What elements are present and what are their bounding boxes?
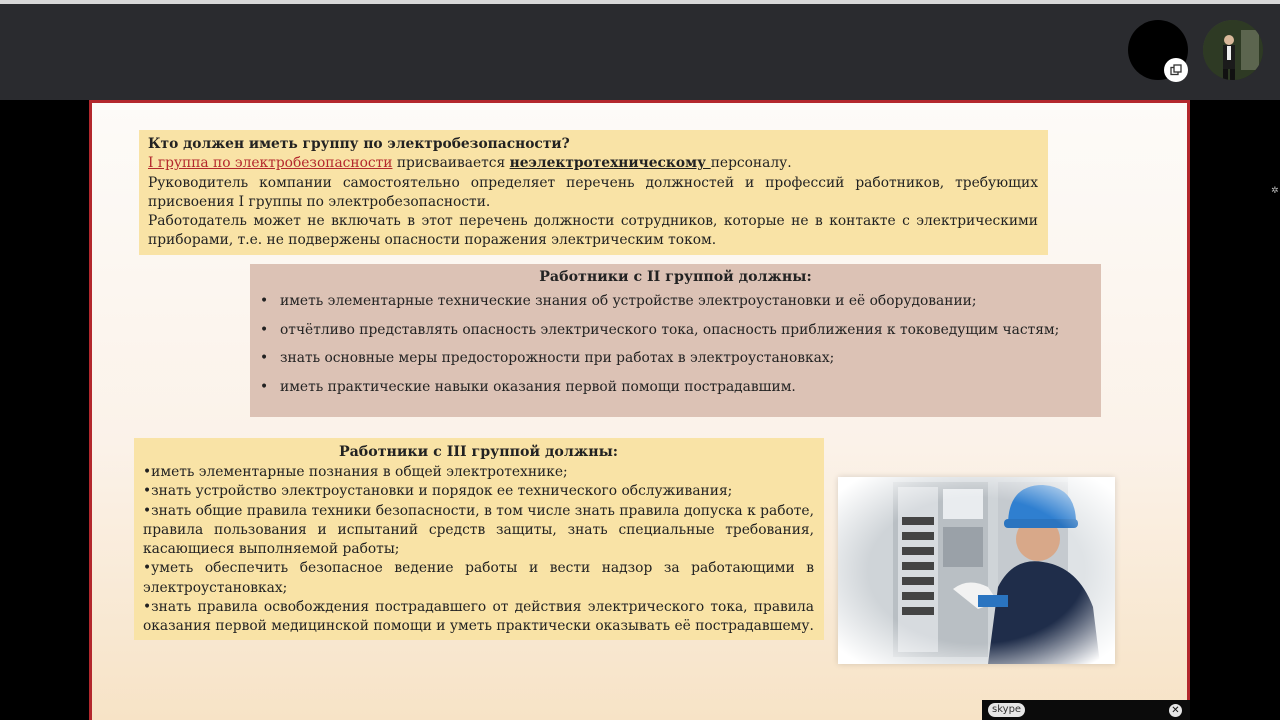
section-group-3 (134, 438, 824, 640)
section2-title: Работники с II группой должны: (539, 269, 812, 285)
list-item: • отчётливо представлять опасность электрического тока, опасность приближения к токоведущим частям; (260, 321, 1060, 338)
popout-button[interactable] (1164, 58, 1188, 82)
section-group-1 (139, 130, 1048, 255)
bullet-mark: • (260, 350, 269, 366)
cursor-icon: ✲ (1271, 186, 1279, 196)
list-item: • иметь элементарные технические знания об устройстве электроустановки и её оборудовании; (260, 293, 977, 309)
skype-logo[interactable]: skype (988, 703, 1025, 717)
section1-line1 (148, 154, 1038, 173)
list-item: • знать основные меры предосторожности при работах в электроустановках; (260, 350, 835, 366)
line1-end: персоналу. (710, 155, 792, 172)
group1-link[interactable]: I группа по электробезопасности (148, 155, 393, 172)
electrician-photo (838, 477, 1115, 664)
bullet-mark: • (260, 378, 269, 395)
section1-para3: Работодатель может не включать в этот перечень должности сотрудников, которые не в контакте с электрическими приборами, т.е. не подвержены опасности поражения электрическим током. (148, 213, 1038, 249)
list-item: •знать общие правила техники безопасности, в том числе знать правила допуска к работе, правила пользования и испытаний средств защиты, знать специальные требования, касающиеся выполняемой работы; (143, 502, 814, 558)
list-item: • иметь практические навыки оказания первой помощи пострадавшим. (260, 378, 796, 395)
bullet-mark: • (260, 321, 269, 338)
section-group-2 (250, 264, 1101, 417)
line1-mid: присваивается (392, 155, 510, 172)
list-item: •иметь элементарные познания в общей электротехнике; (143, 464, 568, 480)
list-item: •знать устройство электроустановки и порядок ее технического обслуживания; (143, 483, 733, 500)
bullet-mark: • (260, 293, 269, 309)
list-item: •знать правила освобождения пострадавшего от действия электрического тока, правила оказания первой медицинской помощи и уметь практически оказывать её пострадавшему. (143, 599, 814, 635)
close-icon[interactable]: ✕ (1169, 704, 1182, 717)
call-header-bar (0, 4, 1280, 100)
section2-list (260, 293, 1091, 407)
section1-para2: Руководитель компании самостоятельно определяет перечень должностей и профессий работников, требующих присвоения I группы по электробезопасности. (148, 174, 1038, 210)
popout-icon (1170, 64, 1182, 76)
list-item: •уметь обеспечить безопасное ведение работы и вести надзор за работающими в электроустановках; (143, 560, 814, 596)
line1-bold: неэлектротехническому (509, 155, 711, 172)
section3-title: Работники с III группой должны: (338, 444, 619, 460)
section1-title: Кто должен иметь группу по электробезопасности? (148, 136, 570, 152)
participant-avatar-photo[interactable] (1203, 20, 1263, 80)
